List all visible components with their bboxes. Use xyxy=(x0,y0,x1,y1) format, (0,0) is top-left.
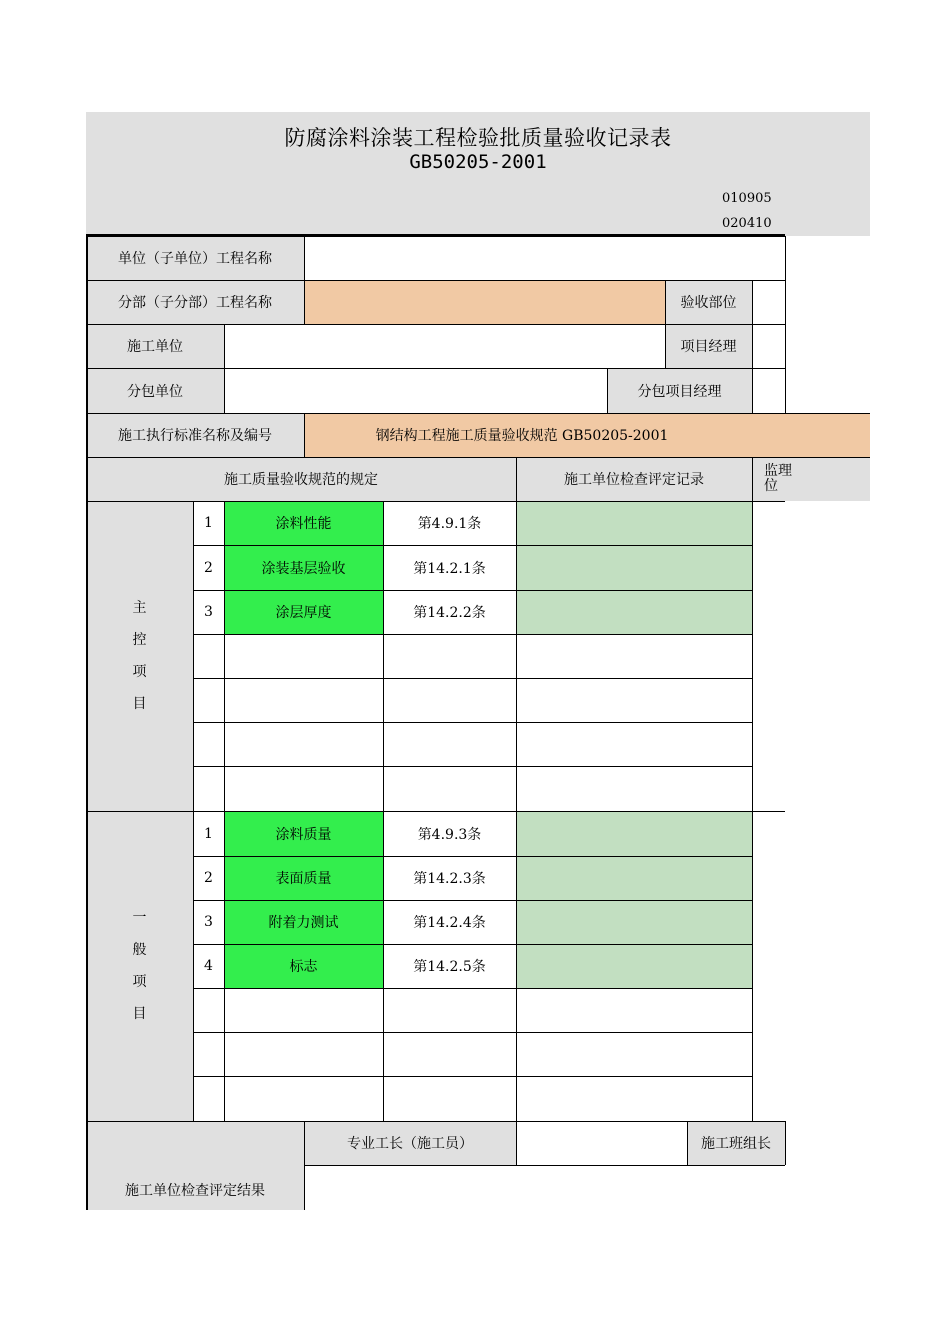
general-item-record[interactable] xyxy=(516,944,752,988)
general-item-name: 附着力测试 xyxy=(224,900,383,944)
general-items-group-label: 一 般 项 目 xyxy=(86,811,193,1121)
main-item-record[interactable] xyxy=(516,545,752,590)
form-code-2: 020410 xyxy=(722,216,772,231)
spec-column-header: 施工质量验收规范的规定 xyxy=(86,457,516,501)
grid-line xyxy=(193,545,752,546)
general-item-record[interactable] xyxy=(516,856,752,900)
grid-line xyxy=(752,457,753,1121)
project-manager-field[interactable] xyxy=(752,324,785,368)
main-item-clause: 第14.2.1条 xyxy=(383,545,516,590)
general-item-name: 表面质量 xyxy=(224,856,383,900)
main-item-name: 涂装基层验收 xyxy=(224,545,383,590)
general-item-record[interactable] xyxy=(516,900,752,944)
general-item-no: 1 xyxy=(193,811,224,856)
main-item-record[interactable] xyxy=(516,501,752,545)
standard-value: 钢结构工程施工质量验收规范 GB50205-2001 xyxy=(304,413,870,457)
supervisor-column-header: 监理 位 xyxy=(752,457,870,501)
grid-line xyxy=(193,988,752,989)
main-item-clause: 第14.2.2条 xyxy=(383,590,516,634)
grid-line xyxy=(304,236,305,280)
main-item-no: 3 xyxy=(193,590,224,634)
grid-line xyxy=(224,501,225,1121)
project-manager-label: 项目经理 xyxy=(665,324,752,368)
form-code-1: 010905 xyxy=(722,191,772,206)
grid-line xyxy=(304,413,870,414)
grid-line xyxy=(86,324,785,325)
main-item-name: 涂料性能 xyxy=(224,501,383,545)
grid-line xyxy=(607,368,608,413)
foreman-field[interactable] xyxy=(516,1121,687,1165)
general-item-clause: 第14.2.5条 xyxy=(383,944,516,988)
subcontractor-label: 分包单位 xyxy=(86,368,224,413)
contractor-label: 施工单位 xyxy=(86,324,224,368)
grid-line xyxy=(86,811,785,812)
grid-line xyxy=(665,280,666,368)
grid-line xyxy=(86,501,785,502)
grid-line xyxy=(86,368,785,369)
general-item-name: 涂料质量 xyxy=(224,811,383,856)
grid-line xyxy=(687,1121,688,1165)
subcontractor-field[interactable] xyxy=(224,368,607,413)
grid-line xyxy=(86,236,88,1210)
result-label: 施工单位检查评定结果 xyxy=(86,1121,304,1210)
general-item-clause: 第14.2.4条 xyxy=(383,900,516,944)
general-item-no: 2 xyxy=(193,856,224,900)
record-column-header: 施工单位检查评定记录 xyxy=(516,457,752,501)
unit-project-label: 单位（子单位）工程名称 xyxy=(86,236,304,280)
general-item-no: 4 xyxy=(193,944,224,988)
main-items-group-label: 主 控 项 目 xyxy=(86,501,193,811)
grid-line xyxy=(193,590,752,591)
grid-line xyxy=(383,501,384,1121)
grid-line xyxy=(193,722,752,723)
main-item-name: 涂层厚度 xyxy=(224,590,383,634)
sub-project-label: 分部（子分部）工程名称 xyxy=(86,280,304,324)
general-item-record[interactable] xyxy=(516,811,752,856)
grid-line xyxy=(193,501,194,1121)
grid-line xyxy=(224,324,225,413)
grid-line xyxy=(304,1121,305,1210)
grid-line xyxy=(785,236,786,413)
main-item-record[interactable] xyxy=(516,590,752,634)
acceptance-part-label: 验收部位 xyxy=(665,280,752,324)
grid-line xyxy=(193,634,752,635)
grid-line xyxy=(516,1121,517,1165)
grid-line xyxy=(193,856,752,857)
main-item-no: 1 xyxy=(193,501,224,545)
grid-line xyxy=(86,234,785,237)
sub-project-manager-field[interactable] xyxy=(752,368,785,413)
acceptance-part-field[interactable] xyxy=(752,280,785,324)
general-item-no: 3 xyxy=(193,900,224,944)
general-item-name: 标志 xyxy=(224,944,383,988)
grid-line xyxy=(516,457,517,1121)
sub-project-manager-label: 分包项目经理 xyxy=(607,368,752,413)
main-item-clause: 第4.9.1条 xyxy=(383,501,516,545)
page-subtitle: GB50205-2001 xyxy=(409,151,547,173)
page-title: 防腐涂料涂装工程检验批质量验收记录表 xyxy=(284,126,672,150)
grid-line xyxy=(304,1165,785,1166)
grid-line xyxy=(193,1076,752,1077)
grid-line xyxy=(785,1121,786,1165)
standard-label: 施工执行标准名称及编号 xyxy=(86,413,304,457)
grid-line xyxy=(193,766,752,767)
grid-line xyxy=(304,280,305,324)
grid-line xyxy=(86,1121,785,1122)
contractor-field[interactable] xyxy=(224,324,665,368)
sub-project-field[interactable] xyxy=(304,280,665,324)
main-item-no: 2 xyxy=(193,545,224,590)
grid-line xyxy=(193,900,752,901)
general-item-clause: 第4.9.3条 xyxy=(383,811,516,856)
grid-line xyxy=(193,678,752,679)
team-leader-label: 施工班组长 xyxy=(687,1121,785,1165)
grid-line xyxy=(193,944,752,945)
grid-line xyxy=(752,280,753,413)
foreman-label: 专业工长（施工员） xyxy=(304,1121,516,1165)
grid-line xyxy=(304,413,305,457)
grid-line xyxy=(193,1032,752,1033)
grid-line xyxy=(86,280,785,281)
general-item-clause: 第14.2.3条 xyxy=(383,856,516,900)
unit-project-field[interactable] xyxy=(304,236,785,280)
